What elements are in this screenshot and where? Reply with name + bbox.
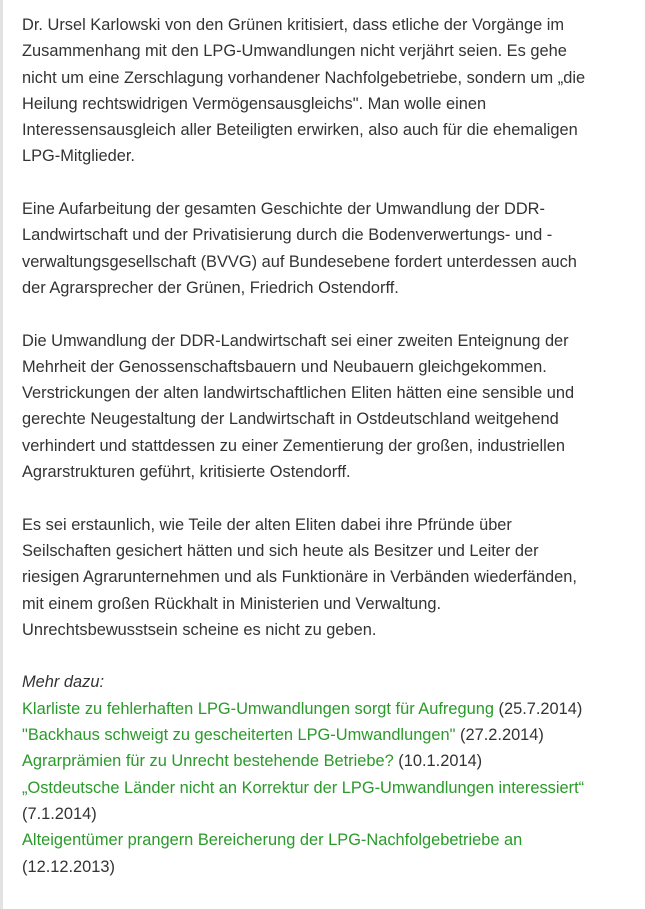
- related-link-item: [22, 696, 635, 722]
- text-line: gerechte Neugestaltung der Landwirtschaft in Ostdeutschland weitgehend: [22, 410, 559, 429]
- paragraph: [22, 328, 635, 486]
- related-link-date-line: [22, 801, 635, 827]
- related-link-date: (12.12.2013): [22, 857, 115, 876]
- related-link-date: (27.2.2014): [455, 726, 544, 745]
- text-line: Die Umwandlung der DDR-Landwirtschaft sei einer zweiten Enteignung der: [22, 331, 569, 350]
- text-line: verwaltungsgesellschaft (BVVG) auf Bundesebene fordert unterdessen auch: [22, 252, 577, 271]
- text-line: Seilschaften gesichert hätten und sich heute als Besitzer und Leiter der: [22, 541, 539, 560]
- text-line: riesigen Agrarunternehmen und als Funktionäre in Verbänden wiederfänden,: [22, 568, 577, 587]
- related-link-item: [22, 775, 635, 801]
- text-line: Landwirtschaft und der Privatisierung durch die Bodenverwertungs- und -: [22, 226, 553, 245]
- text-line: Dr. Ursel Karlowski von den Grünen kritisiert, dass etliche der Vorgänge im: [22, 16, 565, 34]
- paragraph: [22, 196, 635, 301]
- text-line: Mehrheit der Genossenschaftsbauern und Neubauern gleichgekommen.: [22, 357, 547, 376]
- related-links-heading: Mehr dazu:: [22, 673, 104, 692]
- related-link[interactable]: Agrarprämien für zu Unrecht bestehende Betriebe?: [22, 752, 394, 771]
- text-line: Verstrickungen der alten landwirtschaftlichen Eliten hätten eine sensible und: [22, 384, 575, 403]
- text-line: mit einem großen Rückhalt in Ministerien und Verwaltung.: [22, 594, 442, 613]
- text-line: Es sei erstaunlich, wie Teile der alten Eliten dabei ihre Pfründe über: [22, 515, 512, 534]
- text-line: der Agrarsprecher der Grünen, Friedrich Ostendorff.: [22, 278, 399, 297]
- related-link-item: [22, 722, 635, 748]
- text-line: LPG-Mitglieder.: [22, 147, 135, 166]
- related-link-item: [22, 748, 635, 774]
- text-line: Eine Aufarbeitung der gesamten Geschichte der Umwandlung der DDR-: [22, 200, 545, 219]
- related-link-date: (10.1.2014): [393, 752, 483, 771]
- related-link[interactable]: "Backhaus schweigt zu gescheiterten LPG-Umwandlungen": [22, 726, 456, 745]
- text-line: Interessensausgleich aller Beteiligten erwirken, also auch für die ehemaligen: [22, 121, 578, 140]
- text-line: Zusammenhang mit den LPG-Umwandlungen nicht verjährt seien. Es gehe: [22, 42, 567, 61]
- related-link[interactable]: „Ostdeutsche Länder nicht an Korrektur der LPG-Umwandlungen interessiert“: [22, 778, 585, 797]
- related-link[interactable]: Klarliste zu fehlerhaften LPG-Umwandlungen sorgt für Aufregung: [22, 699, 494, 718]
- related-link-date: (7.1.2014): [22, 804, 97, 823]
- text-line: Unrechtsbewusstsein scheine es nicht zu geben.: [22, 620, 377, 639]
- related-link-date: (25.7.2014): [493, 699, 583, 718]
- paragraph: [22, 12, 635, 170]
- text-line: Agrarstrukturen geführt, kritisierte Ostendorff.: [22, 463, 351, 482]
- text-line: verhindert und stattdessen zu einer Zementierung der großen, industriellen: [22, 436, 566, 455]
- related-link-date-line: [22, 854, 635, 880]
- related-link-item: [22, 827, 635, 853]
- text-line: Heilung rechtswidrigen Vermögensausgleichs". Man wolle einen: [22, 94, 487, 113]
- related-link[interactable]: Alteigentümer prangern Bereicherung der LPG-Nachfolgebetriebe an: [22, 831, 523, 850]
- related-links-section: [22, 669, 635, 879]
- text-line: nicht um eine Zerschlagung vorhandener Nachfolgebetriebe, sondern um „die: [22, 68, 586, 87]
- paragraph: [22, 512, 635, 643]
